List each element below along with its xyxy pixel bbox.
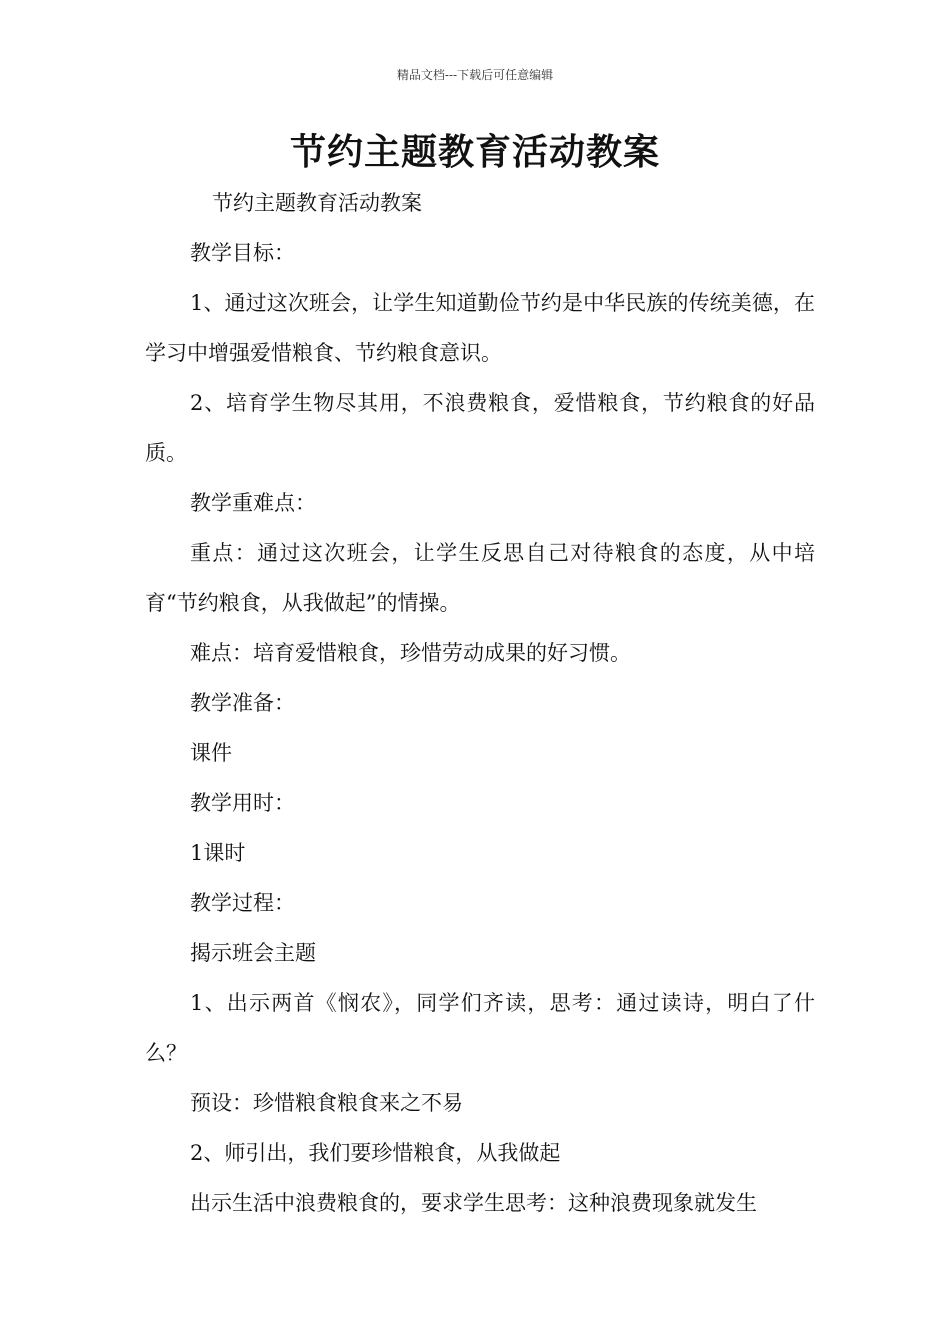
page-header: 精品文档---下载后可任意编辑 xyxy=(396,68,554,82)
document-body xyxy=(145,178,815,1228)
duration-paragraph: 1课时 xyxy=(190,841,246,865)
process-paragraph-3: 出示生活中浪费粮食的，要求学生思考：这种浪费现象就发生 xyxy=(190,1191,757,1215)
section-heading-preparation: 教学准备： xyxy=(190,691,295,715)
section-heading-goals: 教学目标： xyxy=(190,241,295,265)
process-paragraph-1: 1、出示两首《悯农》，同学们齐读，思考：通过读诗，明白了什么？ xyxy=(145,991,815,1065)
subtitle-paragraph: 节约主题教育活动教案 xyxy=(212,191,422,215)
difficulty-paragraph: 难点：培育爱惜粮食，珍惜劳动成果的好习惯。 xyxy=(190,641,631,665)
section-heading-process: 教学过程： xyxy=(190,891,295,915)
goal-paragraph-1: 1、通过这次班会，让学生知道勤俭节约是中华民族的传统美德，在学习中增强爱惜粮食、节约粮食意识。 xyxy=(145,291,815,365)
section-heading-key-points: 教学重难点： xyxy=(190,491,316,515)
goal-paragraph-2: 2、培育学生物尽其用，不浪费粮食，爱惜粮食，节约粮食的好品质。 xyxy=(145,391,815,465)
section-heading-duration: 教学用时： xyxy=(190,791,295,815)
expected-answer-paragraph: 预设：珍惜粮食粮食来之不易 xyxy=(190,1091,463,1115)
preparation-paragraph: 课件 xyxy=(190,741,232,765)
process-paragraph-2: 2、师引出，我们要珍惜粮食，从我做起 xyxy=(190,1141,561,1165)
process-heading-theme: 揭示班会主题 xyxy=(190,941,316,965)
document-title: 节约主题教育活动教案 xyxy=(289,132,660,173)
key-point-paragraph: 重点：通过这次班会，让学生反思自己对待粮食的态度，从中培育“节约粮食，从我做起”的情操。 xyxy=(145,541,815,615)
